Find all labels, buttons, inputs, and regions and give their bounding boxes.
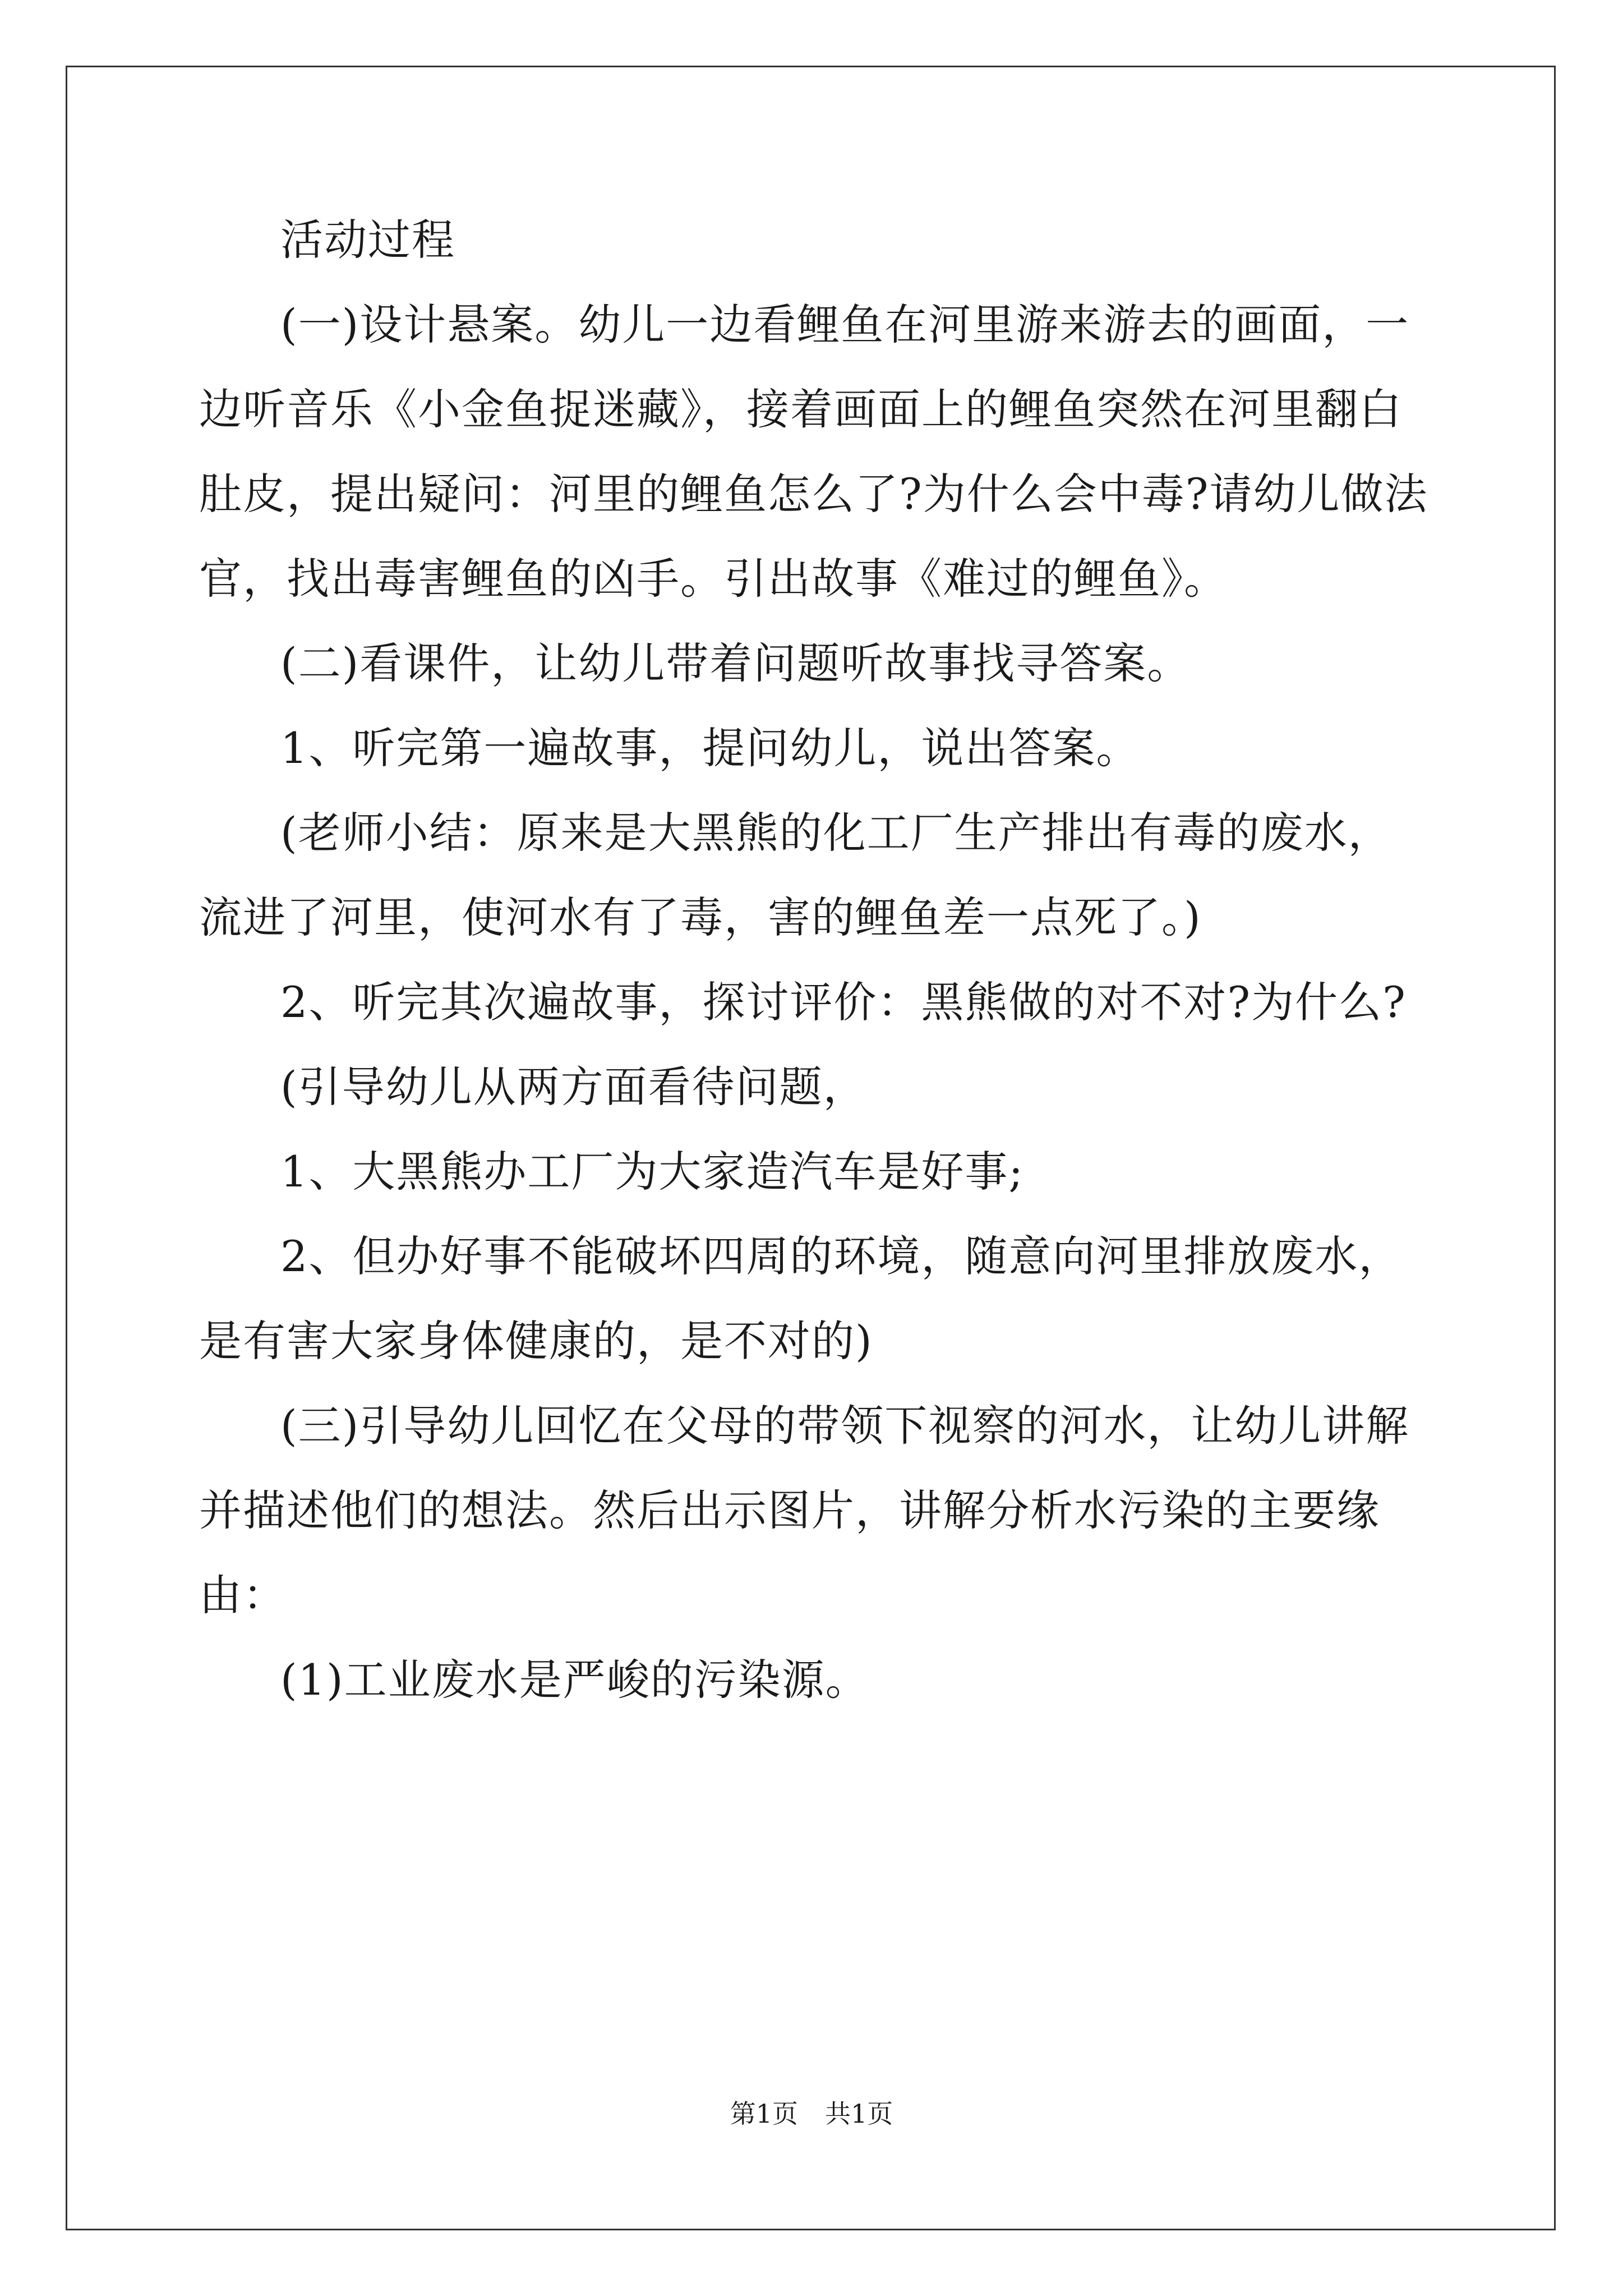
page-footer bbox=[0, 2097, 1623, 2131]
paragraph: (三)引导幼儿回忆在父母的带领下视察的河水，让幼儿讲解并描述他们的想法。然后出示图片，讲解分析水污染的主要缘由： bbox=[199, 1401, 1410, 1620]
paragraph: 2、但办好事不能破坏四周的环境，随意向河里排放废水，是有害大家身体健康的，是不对的) bbox=[199, 1231, 1403, 1366]
page-total: 共1页 bbox=[825, 2099, 893, 2129]
paragraph-heading: 活动过程 bbox=[280, 215, 455, 265]
document-body bbox=[199, 197, 1433, 1722]
paragraph: (老师小结：原来是大黑熊的化工厂生产排出有毒的废水，流进了河里，使河水有了毒，害的鲤鱼差一点死了。) bbox=[199, 808, 1392, 942]
page-number: 第1页 bbox=[730, 2099, 798, 2129]
paragraph: (一)设计悬案。幼儿一边看鲤鱼在河里游来游去的画面，一边听音乐《小金鱼捉迷藏》，接着画面上的鲤鱼突然在河里翻白肚皮，提出疑问：河里的鲤鱼怎么了?为什么会中毒?请幼儿做法官，找出毒害鲤鱼的凶手。引出故事《难过的鲤鱼》。 bbox=[199, 300, 1428, 604]
paragraph: (引导幼儿从两方面看待问题， bbox=[280, 1062, 867, 1112]
paragraph: 1、大黑熊办工厂为大家造汽车是好事; bbox=[280, 1147, 1024, 1197]
paragraph: 2、听完其次遍故事，探讨评价：黑熊做的对不对?为什么? bbox=[280, 977, 1407, 1027]
paragraph: (1)工业废水是严峻的污染源。 bbox=[280, 1655, 869, 1705]
paragraph: 1、听完第一遍故事，提问幼儿，说出答案。 bbox=[280, 723, 1140, 773]
paragraph: (二)看课件，让幼儿带着问题听故事找寻答案。 bbox=[280, 638, 1191, 688]
